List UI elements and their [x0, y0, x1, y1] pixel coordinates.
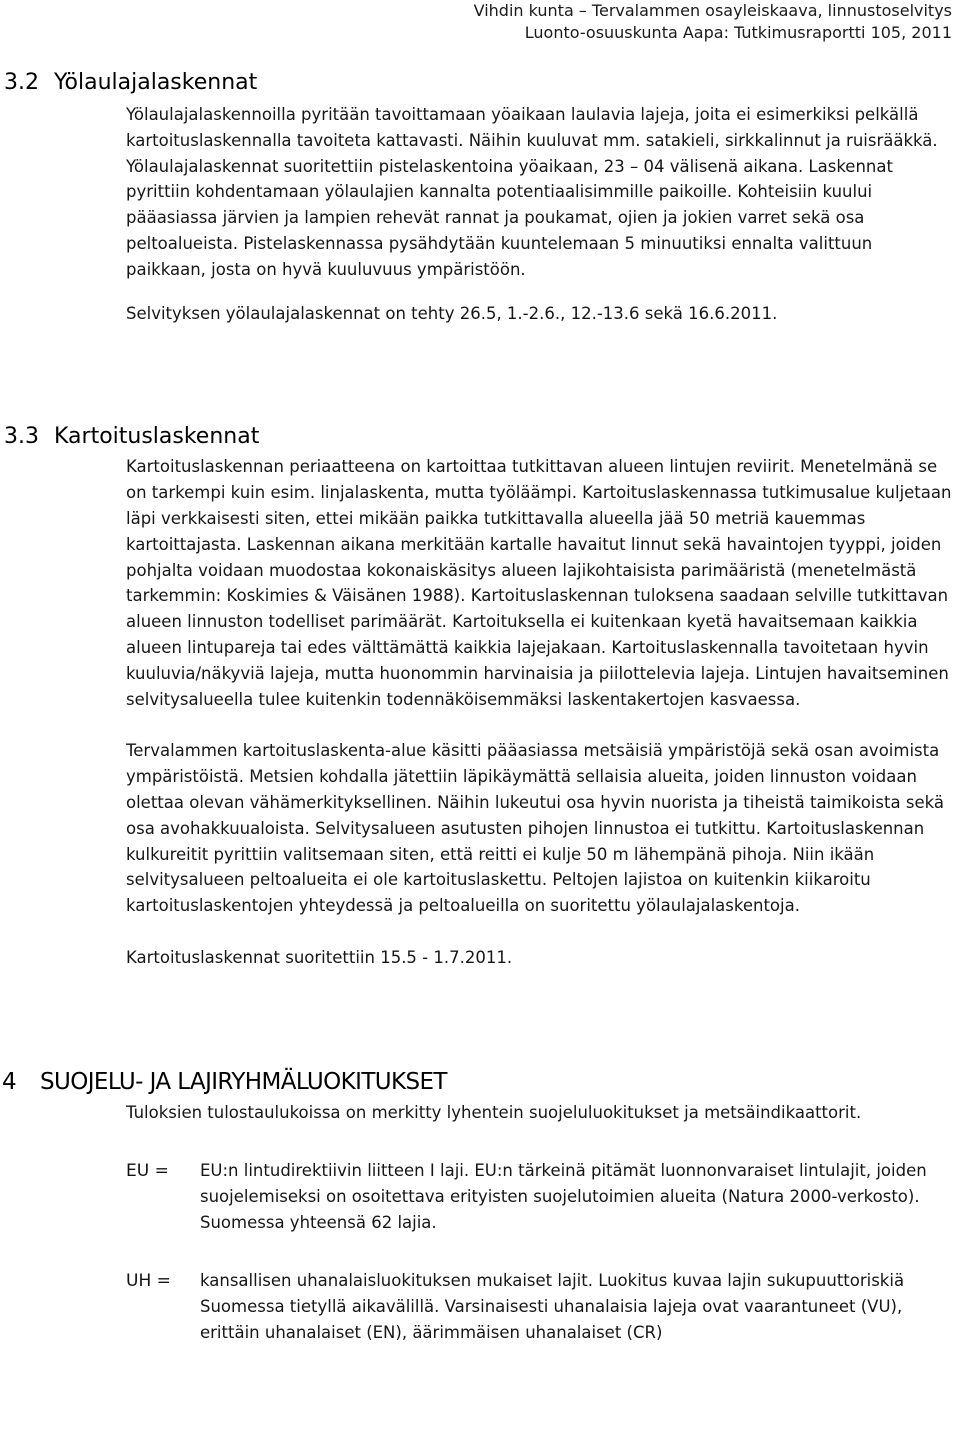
header-line-1: Vihdin kunta – Tervalammen osayleiskaava, linnustoselvitys [473, 1, 952, 20]
paragraph: Tuloksien tulostaulukoissa on merkitty lyhentein suojeluluokitukset ja metsäindikaattorit. [126, 1102, 862, 1122]
header-line-2: Luonto-osuuskunta Aapa: Tutkimusraportti 105, 2011 [524, 23, 952, 42]
section-number: 3.2 [4, 70, 39, 95]
definition-uh [0, 1268, 960, 1346]
section-number: 3.3 [4, 424, 39, 450]
paragraph: Yölaulajalaskennoilla pyritään tavoittamaan yöaikaan laulavia lajeja, joita ei esimerkiksi pelkällä kartoituslaskennalla tavoiteta kattavasti. Näihin kuuluvat mm. satakieli, sirkkalinnut ja ruisrääkkä. Yölaulajalaskennat suoritettiin pistelaskentoina yöaikaan, 23 – 04 välisenä aikana. Laskennat pyrittiin kohdentamaan yölaulajien kannalta potentiaalisimmille paikoille. Kohteisiin kuului pääasiassa järvien ja lampien rehevät rannat ja poukamat, ojien ja jokien varret sekä osa peltoalueista. Pistelaskennassa pysähdytään kuuntelemaan 5 minuutiksi ennalta valittuun paikkaan, josta on hyvä kuuluvuus ympäristöön. [126, 105, 938, 279]
definition-eu [0, 1158, 960, 1236]
section-title: Yölaulajalaskennat [54, 70, 258, 95]
paragraph: Kartoituslaskennat suoritettiin 15.5 - 1.7.2011. [126, 947, 513, 967]
chapter-heading-4 [2, 1066, 960, 1098]
definition-term: EU = [126, 1160, 169, 1181]
paragraph: Tervalammen kartoituslaskenta-alue käsitti pääasiassa metsäisiä ympäristöjä sekä osan avoimista ympäristöistä. Metsien kohdalla jätettiin läpikäymättä sellaisia alueita, joiden linnuston voidaan olettaa olevan vähämerkityksellinen. Näihin lukeutui osa hyvin nuorista ja tiheistä taimikoista sekä osa avohakkuualoista. Selvitysalueen asutusten pihojen linnustoa ei tutkittu. Kartoituslaskennan kulkureitit pyrittiin valitsemaan siten, että reitti ei kulje 50 m lähempänä pihoja. Niin ikään selvitysalueen peltoalueita ei ole kartoituslaskettu. Peltojen lajistoa on kuitenkin kiikaroitu kartoituslaskentojen yhteydessä ja peltoalueilla on suoritettu yölaulajalaskentoja. [126, 741, 944, 916]
paragraph: Selvityksen yölaulajalaskennat on tehty 26.5, 1.-2.6., 12.-13.6 sekä 16.6.2011. [126, 303, 778, 323]
document-page [0, 68, 960, 1346]
paragraph: Kartoituslaskennan periaatteena on kartoittaa tutkittavan alueen lintujen reviirit. Menetelmänä se on tarkempi kuin esim. linjalaskenta, mutta työläämpi. Kartoituslaskennassa tutkimusalue kuljetaan läpi verkkaisesti siten, ettei mikään paikka tutkittavalla alueella jää 50 metriä kauemmas kartoittajasta. Laskennan aikana merkitään kartalle havaitut linnut sekä havaintojen tyyppi, joiden pohjalta voidaan muodostaa kokonaiskäsitys alueen lajikohtaisista parimääristä (menetelmästä tarkemmin: Koskimies & Väisänen 1988). Kartoituslaskennan tuloksena saadaan selville tutkittavan alueen linnuston todelliset parimäärät. Kartoituksella ei kuitenkaan kyetä havaitsemaan kaikkia alueen lintupareja tai edes välttämättä kaikkia lajejakaan. Kartoituslaskennalla tavoitetaan hyvin kuuluvia/näkyviä lajeja, mutta huonommin harvinaisia ja piilottelevia lajeja. Lintujen havaitseminen selvitysalueella tulee kuitenkin todennäköisemmäksi laskentakertojen kasvaessa. [126, 457, 952, 709]
definition-text: kansallisen uhanalaisluokituksen mukaiset lajit. Luokitus kuvaa lajin sukupuuttoriskiä Suomessa tietyllä aikavälillä. Varsinaisesti uhanalaisia lajeja ovat vaarantuneet (VU), erittäin uhanalaiset (EN), äärimmäisen uhanalaiset (CR) [200, 1270, 905, 1342]
chapter-title: SUOJELU- JA LAJIRYHMÄLUOKITUKSET [40, 1068, 447, 1095]
section-title: Kartoituslaskennat [54, 424, 260, 450]
definition-text: EU:n lintudirektiivin liitteen I laji. EU:n tärkeinä pitämät luonnonvaraiset lintulajit, joiden suojelemiseksi on osoitettava erityisten suojelutoimien alueita (Natura 2000-verkosto). Suomessa yhteensä 62 lajia. [200, 1160, 927, 1232]
section-heading-3-2 [4, 68, 960, 98]
section-heading-3-3 [4, 422, 960, 452]
chapter-number: 4 [2, 1068, 17, 1095]
running-header [474, 0, 952, 44]
definition-term: UH = [126, 1270, 171, 1291]
